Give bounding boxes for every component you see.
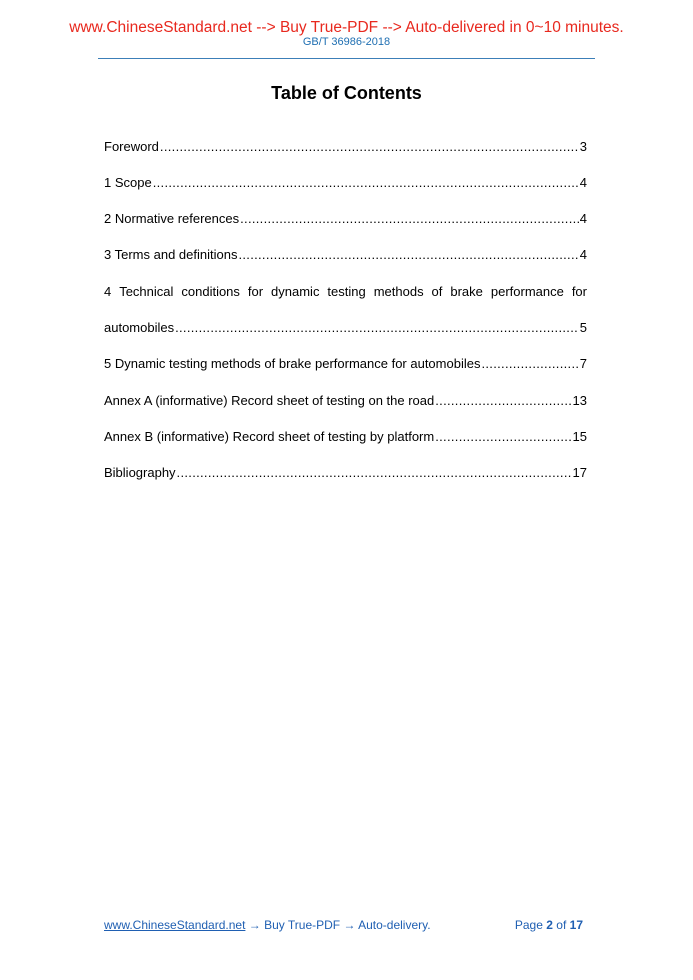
page-number bbox=[515, 916, 583, 934]
toc-word: for bbox=[247, 284, 264, 299]
footer-site-link[interactable]: www.ChineseStandard.net bbox=[104, 918, 246, 932]
toc-entry-page: 7 bbox=[579, 356, 587, 371]
header-divider bbox=[98, 58, 595, 59]
toc-entry-terms-definitions[interactable] bbox=[104, 246, 587, 264]
of-label: of bbox=[556, 918, 567, 932]
dot-leader bbox=[177, 464, 572, 482]
page-title: Table of Contents bbox=[271, 83, 422, 103]
dot-leader bbox=[160, 138, 579, 156]
dot-leader bbox=[435, 428, 571, 446]
toc-entry-label: Foreword bbox=[104, 139, 159, 154]
toc-entry-page: 4 bbox=[579, 175, 587, 190]
toc-entry-bibliography[interactable] bbox=[104, 464, 587, 482]
toc-word: for bbox=[571, 284, 587, 299]
dot-leader bbox=[481, 355, 578, 373]
toc-entry-label: Annex A (informative) Record sheet of testing on the road bbox=[104, 393, 435, 408]
toc-entry-page: 15 bbox=[572, 429, 587, 444]
toc-entry-label: Annex B (informative) Record sheet of testing by platform bbox=[104, 429, 435, 444]
toc-entry-page: 13 bbox=[572, 393, 587, 408]
standard-code: GB/T 36986-2018 bbox=[302, 36, 391, 48]
toc-word: of bbox=[431, 284, 443, 299]
toc-entry-dynamic-testing-methods[interactable] bbox=[104, 355, 587, 373]
toc-entry-technical-conditions-line1[interactable] bbox=[104, 283, 587, 301]
toc-word: dynamic bbox=[271, 284, 320, 299]
footer-promo: → Buy True-PDF → Auto-delivery. bbox=[245, 918, 431, 932]
toc-word: conditions bbox=[181, 284, 240, 299]
toc-word: testing bbox=[327, 284, 366, 299]
toc-word: 4 bbox=[104, 284, 112, 299]
page-label: Page bbox=[514, 918, 543, 932]
toc-entry-page: 3 bbox=[579, 139, 587, 154]
toc-entry-page: 4 bbox=[579, 211, 587, 226]
toc-entry-page: 5 bbox=[579, 320, 587, 335]
toc-entry-page: 17 bbox=[572, 465, 587, 480]
page-footer bbox=[104, 916, 583, 934]
total-pages: 17 bbox=[569, 918, 583, 932]
toc-entry-label: Bibliography bbox=[104, 465, 176, 480]
toc-entry-annex-a[interactable] bbox=[104, 392, 587, 410]
dot-leader bbox=[153, 174, 579, 192]
toc-word: performance bbox=[490, 284, 564, 299]
toc-entry-scope[interactable] bbox=[104, 174, 587, 192]
dot-leader bbox=[240, 210, 579, 228]
toc-entry-page: 4 bbox=[579, 247, 587, 262]
toc-entry-label: automobiles bbox=[104, 320, 175, 335]
toc-word: methods bbox=[373, 284, 424, 299]
top-banner[interactable]: www.ChineseStandard.net --> Buy True-PDF --> Auto-delivered in 0~10 minutes. bbox=[69, 19, 624, 36]
toc-entry-label: 3 Terms and definitions bbox=[104, 247, 238, 262]
toc-entry-label: 2 Normative references bbox=[104, 211, 240, 226]
dot-leader bbox=[435, 392, 571, 410]
toc-entry-foreword[interactable] bbox=[104, 138, 587, 156]
toc-entry-label: 1 Scope bbox=[104, 175, 152, 190]
toc-entry-annex-b[interactable] bbox=[104, 428, 587, 446]
toc-entry-normative-references[interactable] bbox=[104, 210, 587, 228]
dot-leader bbox=[238, 246, 578, 264]
dot-leader bbox=[175, 319, 579, 337]
toc-word: brake bbox=[450, 284, 483, 299]
toc-entry-label: 5 Dynamic testing methods of brake performance for automobiles bbox=[104, 356, 481, 371]
current-page: 2 bbox=[546, 918, 553, 932]
toc-word: Technical bbox=[119, 284, 174, 299]
toc-entry-technical-conditions-line2[interactable] bbox=[104, 319, 587, 337]
